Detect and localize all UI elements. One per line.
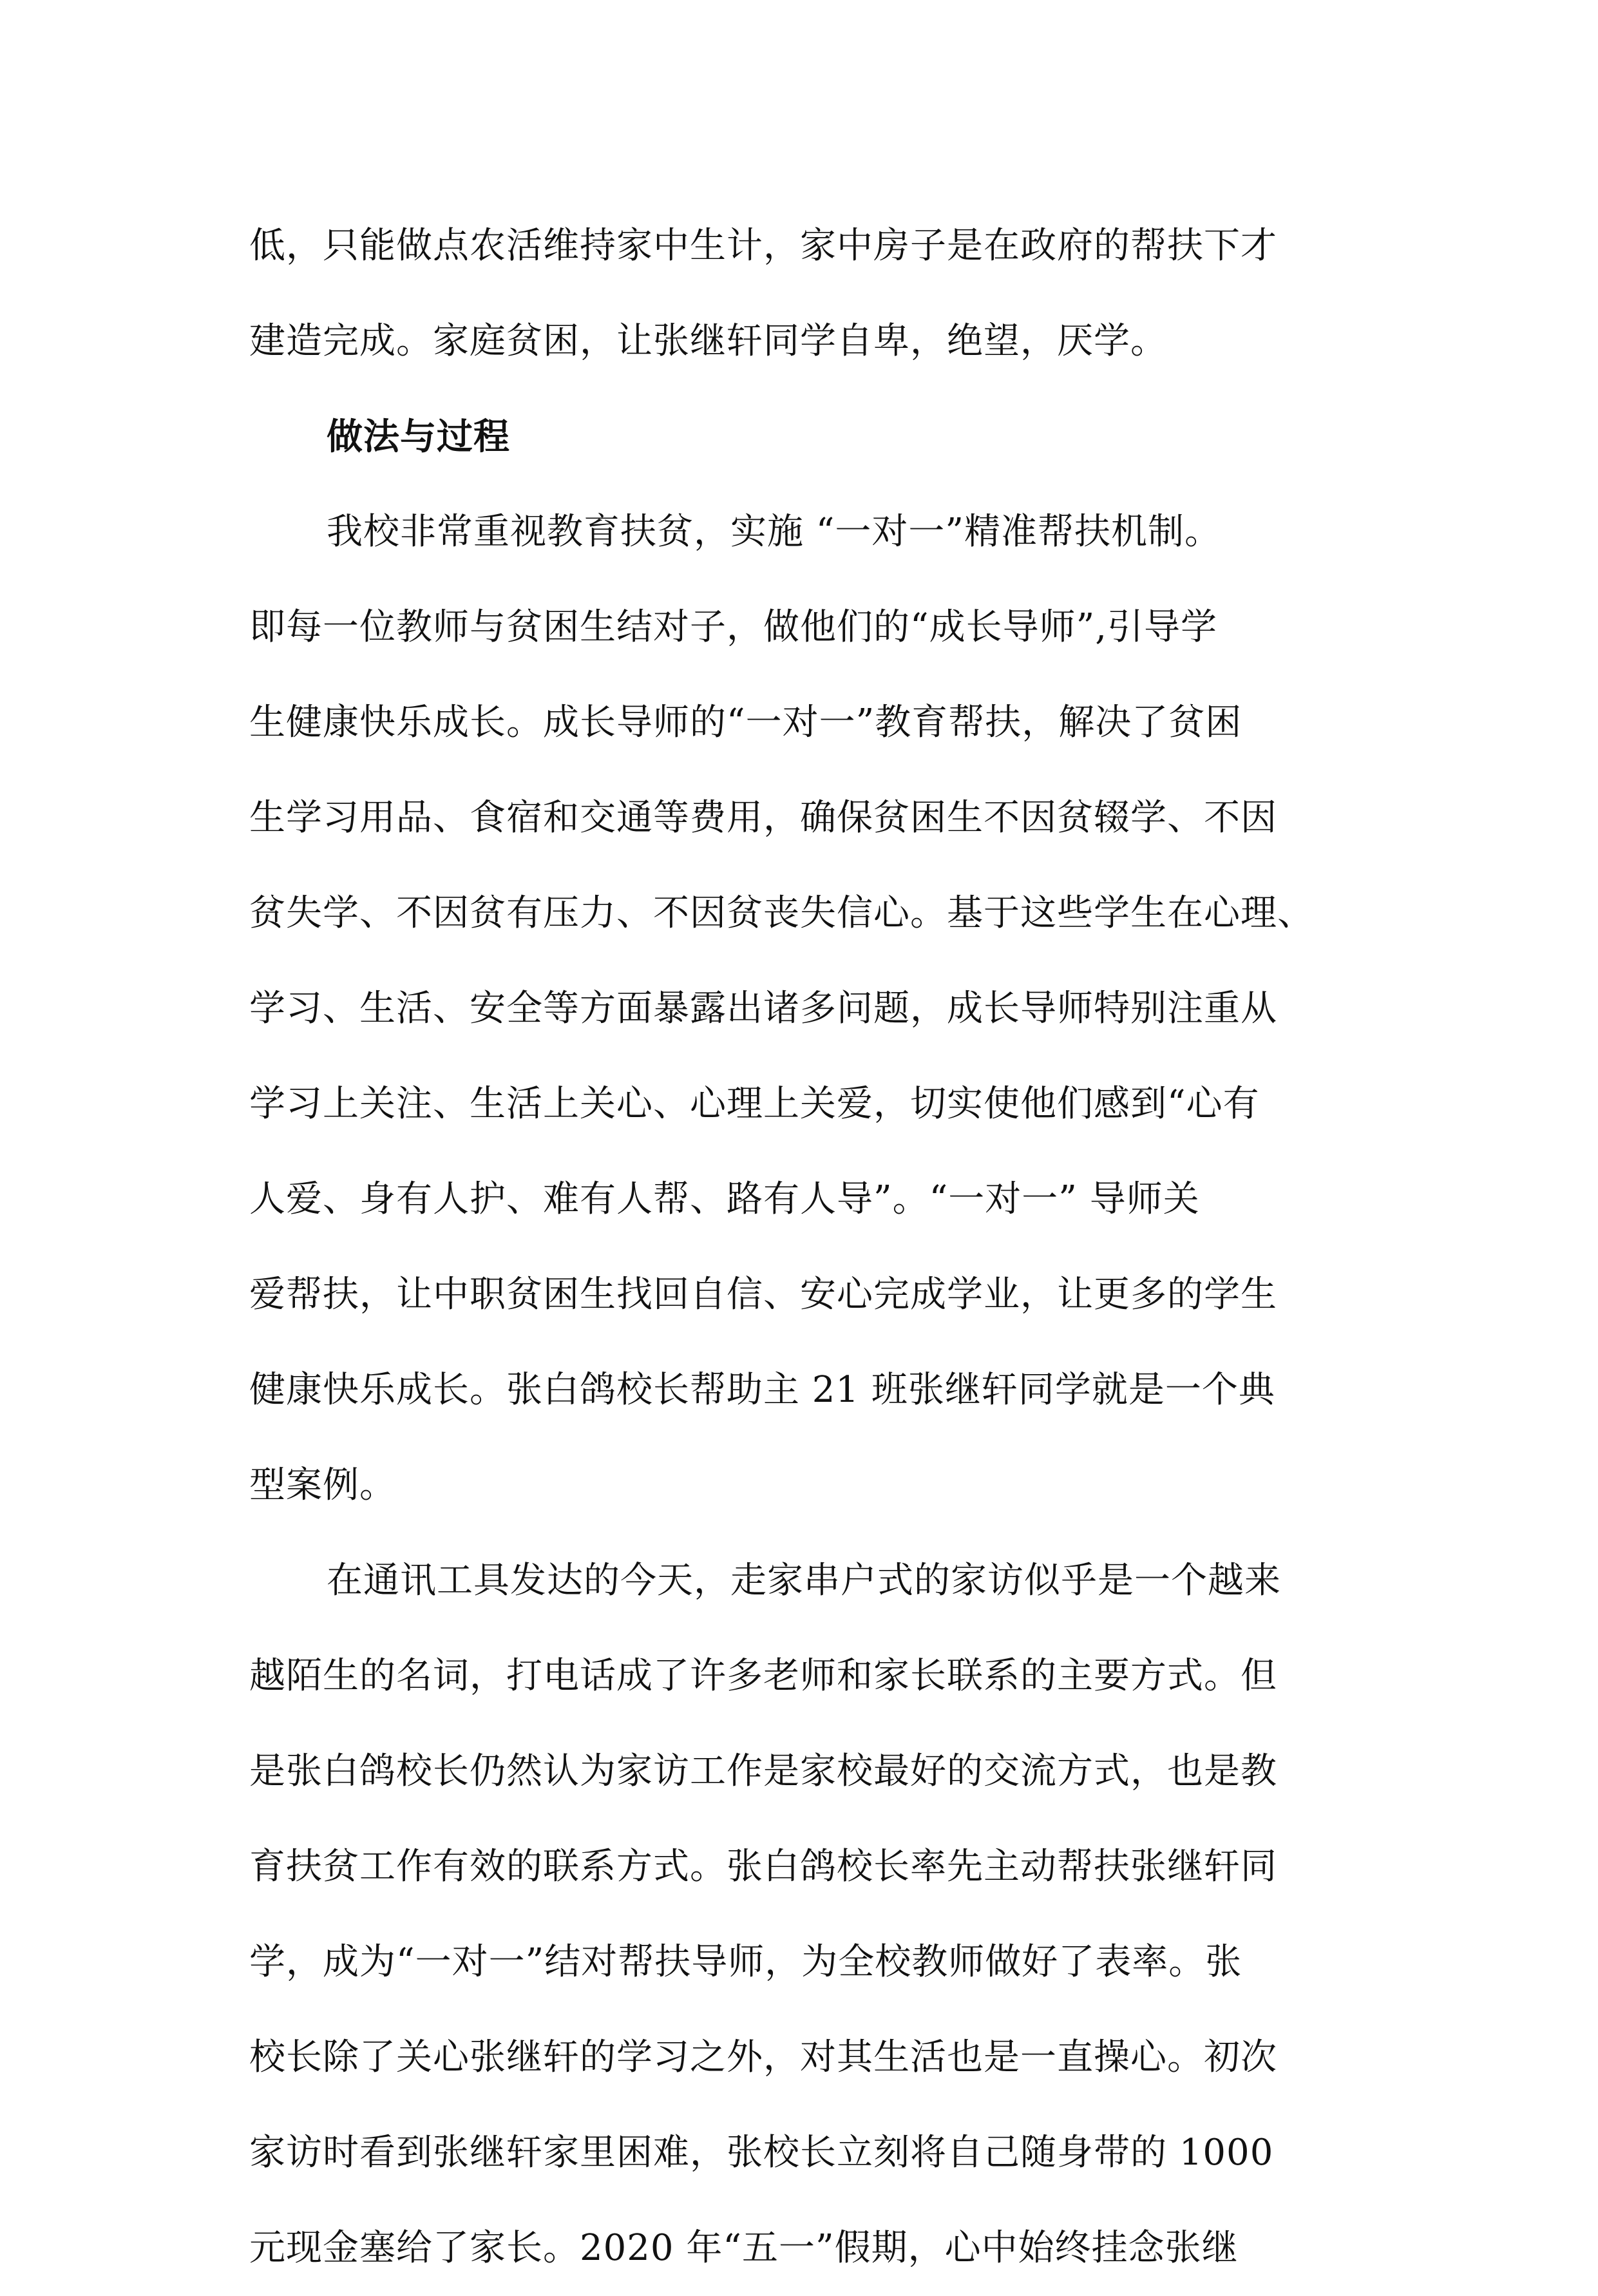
- paragraph-first-line: 在通讯工具发达的今天，走家串户式的家访似乎是一个越来: [327, 1560, 1281, 1602]
- text-line: 学，成为“一对一”结对帮扶导师，为全校教师做好了表率。张: [249, 1941, 1242, 1983]
- text-line: 是张白鸽校长仍然认为家访工作是家校最好的交流方式，也是教: [249, 1750, 1277, 1792]
- text-line: 健康快乐成长。张白鸽校长帮助主 21 班张继轩同学就是一个典: [249, 1369, 1275, 1411]
- text-line: 家访时看到张继轩家里困难，张校长立刻将自己随身带的 1000: [249, 2132, 1274, 2174]
- text-line: 生学习用品、食宿和交通等费用，确保贫困生不因贫辍学、不因: [249, 797, 1277, 839]
- text-line: 生健康快乐成长。成长导师的“一对一”教育帮扶，解决了贫困: [249, 702, 1242, 743]
- text-line: 爱帮扶，让中职贫困生找回自信、安心完成学业，让更多的学生: [249, 1274, 1277, 1315]
- text-line: 即每一位教师与贫困生结对子，做他们的“成长导师”,引导学: [249, 606, 1218, 648]
- text-line: 元现金塞给了家长。2020 年“五一”假期，心中始终挂念张继: [249, 2227, 1239, 2269]
- text-line: 校长除了关心张继轩的学习之外，对其生活也是一直操心。初次: [249, 2036, 1277, 2078]
- paragraph-first-line: 我校非常重视教育扶贫，实施 “一对一”精准帮扶机制。: [327, 511, 1222, 553]
- text-line: 学习、生活、安全等方面暴露出诸多问题，成长导师特别注重从: [249, 988, 1277, 1029]
- text-line: 越陌生的名词，打电话成了许多老师和家长联系的主要方式。但: [249, 1655, 1277, 1697]
- body-text: [249, 198, 1351, 2296]
- section-heading: 做法与过程: [327, 416, 510, 458]
- text-line: 贫失学、不因贫有压力、不因贫丧失信心。基于这些学生在心理、: [249, 892, 1314, 934]
- text-line: 人爱、身有人护、难有人帮、路有人导”。“一对一” 导师关: [249, 1178, 1200, 1220]
- text-line: 建造完成。家庭贫困，让张继轩同学自卑，绝望，厌学。: [249, 320, 1167, 362]
- text-line: 型案例。: [249, 1464, 396, 1506]
- text-line: 低，只能做点农活维持家中生计，家中房子是在政府的帮扶下才: [249, 225, 1277, 267]
- text-line: 育扶贫工作有效的联系方式。张白鸽校长率先主动帮扶张继轩同: [249, 1846, 1277, 1888]
- text-line: 学习上关注、生活上关心、心理上关爱，切实使他们感到“心有: [249, 1083, 1260, 1125]
